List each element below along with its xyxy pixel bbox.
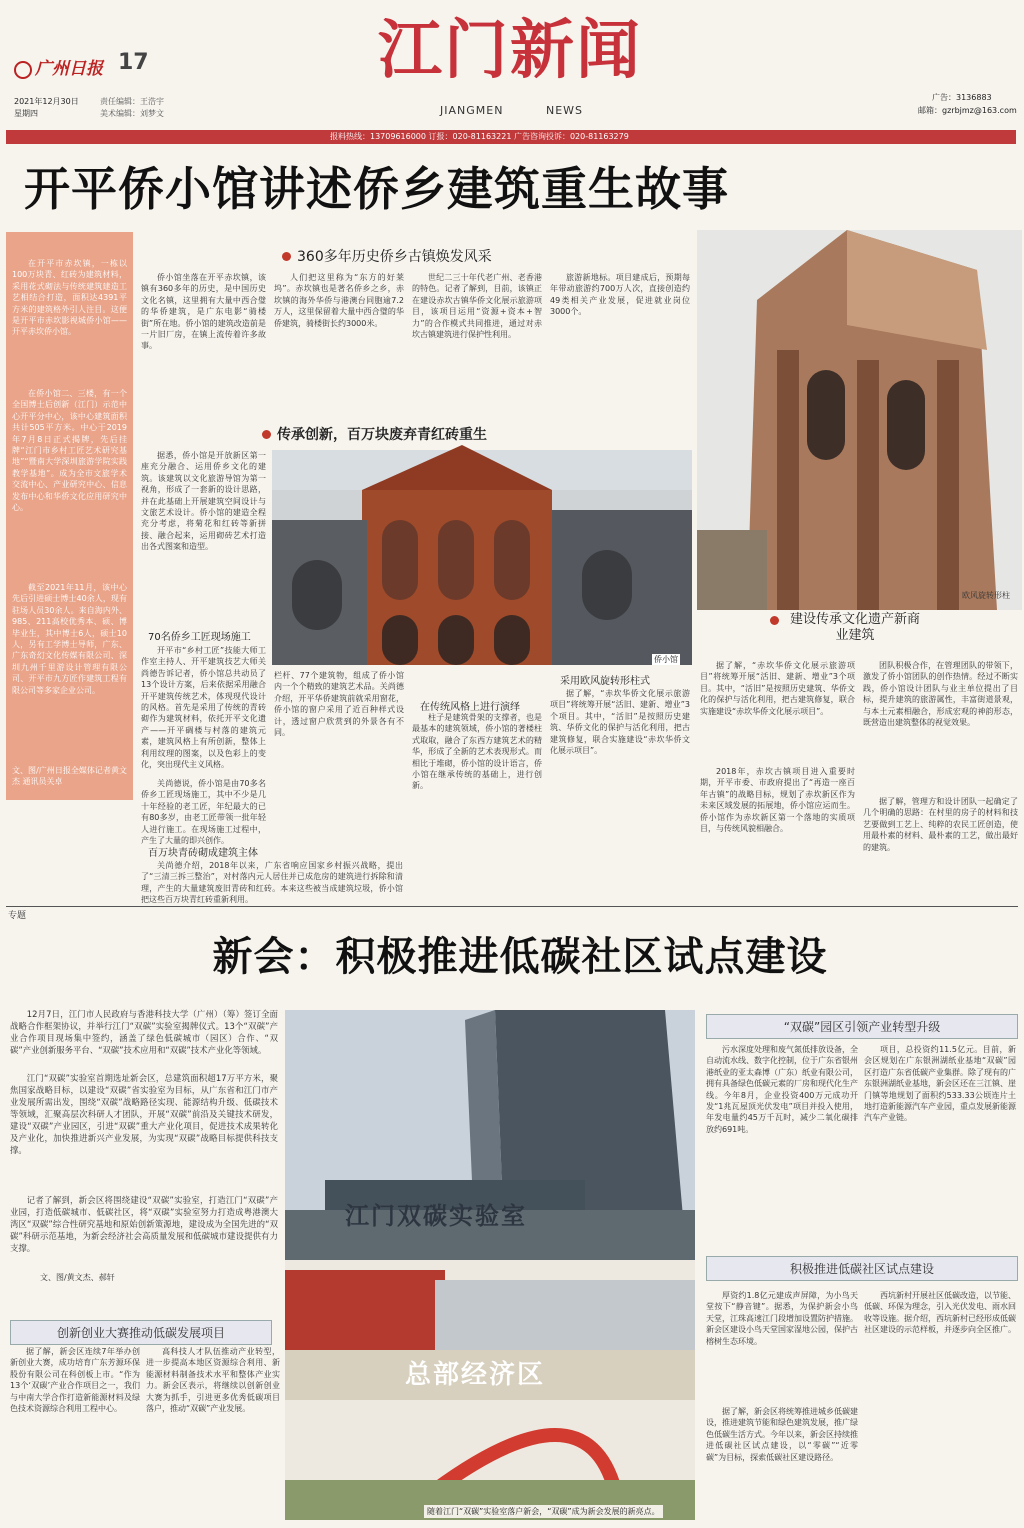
hotline-text: 报料热线：13709616000 订报：020-81163221 广告咨询投诉：020-81163279	[330, 132, 629, 141]
story1-subhead-7: 采用欧风旋转形柱式	[560, 676, 650, 687]
story1-col-15: 据了解，管理方和设计团队一起确定了几个明确的思路：在村里的房子的材料和技艺要做到工艺上、纯粹的农民工匠创造，使用最朴素的材料、最朴素的工艺，做出最好的建筑。	[863, 797, 1018, 852]
story1-subhead-2-text: 传承创新，百万块废弃青红砖重生	[277, 427, 487, 443]
photo-brick-building	[272, 450, 692, 665]
zone-sign: 总部经济区	[405, 1360, 546, 1390]
story2-intro-2: 江门“双碳”实验室首期选址新会区，总建筑面积超17万平方米，聚焦国家战略目标，以建设“双碳”省实验室为目标，从广东省和江门市产业发展所需出发，围绕“双碳”战略路径实现、能源结构升级、低碳技术等领域，汇聚高层次科研人才团队，开展“双碳”前沿及关键技术研发，建设“双碳”产业园区，引进“双碳”重大产业化项目，促进技术成果转化及产业化，加快推进新兴产业发展，为实现“双碳”战略目标提供科技支撑。	[10, 1073, 278, 1155]
story1-col-7: 关尚德说，侨小馆是由70多名侨乡工匠现场施工，其中不少是几十年经验的老工匠，年纪最大的已有80多岁，由老工匠带领一批年轻人进行施工。在现场施工过程中，产生了大量的即兴创作。	[141, 779, 266, 846]
photo-spiral-column-caption: 欧风旋转形柱	[962, 591, 1010, 600]
bullet-icon	[282, 252, 291, 261]
lead-paragraph-1: 在开平市赤坎镇，一栋以100万块青、红砖为建筑材料，采用花式砌法与传统建筑建造工艺相结合打造，面积达4391平方米的建筑格外引人注目。这便是开平市赤坎影视城侨小馆——开平赤坎侨小馆。	[12, 259, 127, 337]
story1-subhead-1-text: 360多年历史侨乡古镇焕发风采	[297, 249, 492, 265]
story2-box-1-col-1: 据了解，新会区连续7年举办创新创业大赛，成功培育广东芳源环保股份有限公司在科创板上市。“作为13个‘双碳’产业合作项目之一，我们与中南大学合作打造新能源材料及绿色技术资源综合利用工程中心。	[10, 1347, 140, 1414]
contact-email: 邮箱：gzrbjmz@163.com	[918, 106, 1017, 115]
bullet-icon	[770, 616, 779, 625]
story1-subhead-6: 在传统风格上进行演绎	[420, 702, 520, 713]
story1-subhead-3-text: 建设传承文化遗产新商业建筑	[789, 612, 920, 643]
photo-spiral-column-tower	[697, 230, 1022, 610]
story2-headline: 新会：积极推进低碳社区试点建设	[212, 933, 828, 980]
story1-col-6: 开平市“乡村工匠”技能大师工作室主持人、开平建筑技艺大师关尚德告诉记者，侨小馆总共动员了13个设计方案，后来依据采用融合开平建筑传统艺术，体现现代设计的风格。首先是采用了传统的青砖砌作为建筑材料，依托开平文化遗产——开平碉楼与村落的建筑元素，建筑风格上有所创新，整体上利用纹理的图案，以及色彩上的变化，突出现代主义风格。	[141, 646, 266, 770]
section-title-en-2: NEWS	[546, 104, 584, 117]
story1-col-9: 栏杆、77个建筑物，组成了侨小馆内一个个精致的建筑艺术品。关尚德介绍，开平华侨建筑前就采用窗花，侨小馆的窗户采用了近百种样式设计，透过窗户欣赏到的外景各有不同。	[274, 671, 404, 738]
issue-weekday: 星期四	[14, 109, 38, 118]
story2-box-3-col-1: 厚资约1.8亿元建成声屏障，为小鸟天堂按下“静音键”。据悉，为保护新会小鸟天堂，江珠高速江门段增加设置防护措施。新会区建设小鸟天堂国家湿地公园，保护古榕树生态环境。	[706, 1291, 858, 1346]
ad-phone: 广告：3136883	[932, 93, 992, 102]
story2-box-3-heading: 积极推进低碳社区试点建设	[706, 1256, 1018, 1281]
story2-box-2-heading: “双碳”园区引领产业转型升级	[706, 1014, 1018, 1039]
art-editor-credit: 美术编辑：刘梦文	[100, 109, 164, 118]
story2-box-3-col-3: 西坑新村开展社区低碳改造，以节能、低碳、环保为理念，引入光伏发电、雨水回收等设施。据介绍，西坑新村已经形成低碳社区建设的示范样板，并逐步向全区推广。	[864, 1291, 1016, 1335]
story2-author: 文、图/黄文杰、郝轩	[40, 1273, 115, 1282]
bullet-icon	[262, 430, 271, 439]
story1-headline: 开平侨小馆讲述侨乡建筑重生故事	[24, 162, 729, 216]
story2-intro-3: 记者了解到，新会区将围绕建设“双碳”实验室，打造江门“双碳”产业园，打造低碳城市、低碳社区，将“双碳”实验室努力打造成粤港澳大湾区“双碳”综合性研究基地和原始创新策源地，建设成为全国先进的“双碳”科研示范基地，为新会经济社会高质量发展和低碳城市建设提供有力支撑。	[10, 1195, 278, 1253]
story1-col-10: 柱子是建筑骨架的支撑者，也是最基本的建筑领域，侨小馆的著楼柱式取取，融合了东西方建筑艺术的精华，形成了全新的艺术表现形式。而相比于堆砌，侨小馆的设计语言，侨小馆在继承传统的基础上，进行创新。	[412, 713, 542, 791]
story1-subhead-1	[282, 246, 492, 266]
issue-date: 2021年12月30日	[14, 97, 79, 106]
story2-box-1-heading: 创新创业大赛推动低碳发展项目	[10, 1320, 272, 1345]
story2-box-1-col-2: 高科技人才队伍推动产业转型，进一步提高本地区资源综合利用、新能源材料制备技术水平和整体产业实力。新会区表示，将继续以创新创业大赛为抓手，引进更多优秀低碳项目落户，推动“双碳”产业发展。	[146, 1347, 280, 1414]
lead-paragraph-3: 截至2021年11月，该中心先后引进硕士博士40余人，现有驻场人员30余人。来自海内外、985、211高校优秀本、硕、博毕业生，其中博士6人，硕士10人，另有工学博士导师，广东、广东奇幻文化传媒有限公司、深圳九州千里游设计管理有限公司、开平市九方匠作建筑工程有限公司等多家企业公司。	[12, 583, 127, 695]
lab-building-illustration	[285, 1010, 695, 1520]
story1-col-2: 人们把这里称为“东方的好莱坞”。赤坎镇也是著名侨乡之乡，赤坎镇的海外华侨与港澳台同胞逾7.2万人，这里保留着大量中西合璧的华侨建筑，骑楼街长约3000米。	[274, 273, 404, 328]
story1-col-14: 团队积极合作，在管理团队的带领下，激发了侨小馆团队的创作热情。经过不断实践，侨小馆设计团队与业主单位提出了目标，提升建筑的旅游属性，丰富街道景观，与本土元素相融合，形成宏观的神韵形态，既营造出建筑整体的视觉效果。	[863, 661, 1018, 728]
story1-col-12: 据了解，“赤坎华侨文化展示旅游项目”将统筹开展“活旧、建新、增业”3个项目。其中，“活旧”是按照历史建筑、华侨文化的保护与活化利用，把古建筑修复，联合实施建设“赤坎华侨文化展示项目”。	[700, 661, 855, 716]
photo-brick-building-caption: 侨小馆	[654, 655, 678, 664]
lead-paragraph-2: 在侨小馆二、三楼，有一个全国博士后创新（江门）示范中心开平分中心，该中心建筑面积共计505平方米。中心于2019年7月8日正式揭牌，先后挂牌“江门市乡村工匠艺术研究基地”“暨南大学深圳旅游学院实践教学基地”。成为全市文旅学术交流中心、产业研究中心、信息发布中心和华侨文化应用研究中心。	[12, 389, 127, 513]
story2-box-2-col-2: 项目，总投资约11.5亿元。目前，新会区规划在广东银洲湖纸业基地“双碳”园区打造广东省低碳产业集群。除了现有的广东银洲湖纸业基地，新会区还在三江镇、崖门镇等地规划了面积约533.33公顷连片土地打造新能源汽车产业园，重点发展新能源汽车产业链。	[864, 1045, 1016, 1123]
story1-col-8: 关尚德介绍，2018年以来，广东省响应国家乡村振兴战略，提出了“三清三拆三整治”，对村落内元人居住并已成危房的建筑进行拆除和清理，产生的大量建筑废旧青砖和红砖。本来这些被当成建筑垃圾，侨小馆把这些百万块青红砖重新利用。	[141, 861, 403, 905]
story1-col-11: 据了解，“赤坎华侨文化展示旅游项目”将统筹开展“活旧、建新、增业”3个项目。其中，“活旧”是按照历史建筑、华侨文化的保护与活化利用，把古建筑修复，联合实施建设“赤坎华侨文化展示项目”。	[550, 689, 690, 756]
story1-col-3: 世纪二三十年代老广州、老香港的特色。记者了解到，目前，该镇正在建设赤坎古镇华侨文化展示旅游项目，该项目运用“资源+资本+智力”的合作模式共同推进，通过对赤坎古镇建筑进行保护性利用。	[412, 273, 542, 340]
section-label: 专题	[8, 911, 27, 921]
story2-box-2-col-1: 污水深度处理和废气氮低排放设备，全自动流水线、数字化控制，位于广东省银州港纸业的亚太森博（广东）纸业有限公司，拥有具备绿色低碳元素的厂房和现代化生产线。今年8月，企业投资400万元成功开发“1兆瓦屋顶光伏发电”项目并投入使用，年发电量约45万千瓦时，减少二氧化碳排放约691吨。	[706, 1045, 858, 1134]
page-number: 17	[118, 50, 149, 75]
paper-name: 广州日报	[35, 59, 103, 79]
story1-subhead-4: 70名侨乡工匠现场施工	[148, 632, 251, 643]
paper-logo	[14, 54, 103, 79]
story1-col-5: 据悉，侨小馆是开放新区第一座充分融合、运用侨乡文化的建筑。该建筑以文化旅游导馆为第一视角，形成了一套新的设计思路，并在此基础上开展建筑空间设计与文旅艺术设计。侨小馆的建造全程充分考虑，将菊花和红砖等新拼接、融合起来，运用砌砖艺术打造出各式图案和造型。	[141, 451, 266, 552]
spiral-tower-illustration	[697, 230, 1022, 610]
logo-emblem-icon	[14, 61, 32, 79]
editor-credit: 责任编辑：王浩宇	[100, 97, 164, 106]
story2-box-3-col-2: 据了解，新会区将统筹推进城乡低碳建设，推进建筑节能和绿色建筑发展，推广绿色低碳生活方式。今年以来，新会区持续推进低碳社区试点建设，以“零碳”“近零碳”为目标，探索低碳社区建设路径。	[706, 1407, 858, 1462]
section-title-en-1: JIANGMEN	[440, 104, 504, 117]
story2-intro: 12月7日，江门市人民政府与香港科技大学（广州）（筹）签订全面战略合作框架协议，并举行江门“双碳”实验室揭牌仪式。13个“双碳”产业合作项目现场集中签约，涵盖了绿色低碳城市（园区）合作、“双碳”产业创新服务平台、“双碳”技术应用和“双碳”技术产业化等领域。	[10, 1009, 278, 1055]
story1-subhead-5: 百万块青砖砌成建筑主体	[148, 848, 258, 859]
photo-double-carbon-lab-caption: 随着江门“双碳”实验室落户新会，“双碳”成为新会发展的新亮点。	[424, 1505, 663, 1518]
story1-col-13: 2018年，赤坎古镇项目进入重要时期，开平市委、市政府提出了“再造一座百年古镇”的战略目标，规划了赤坎新区作为未来区域发展的拓展地，侨小馆应运而生。侨小馆作为赤坎新区第一个落地的实质项目，与传统风貌相融合。	[700, 767, 855, 834]
photo-double-carbon-lab	[285, 1010, 695, 1520]
lab-sign: 江门双碳实验室	[345, 1202, 527, 1230]
story1-col-1: 侨小馆坐落在开平赤坎镇，该镇有360多年的历史，是中国历史文化名镇，这里拥有大量中西合璧的华侨建筑，是广东电影“骑楼街”所在地。侨小馆的建筑改造前是一片旧厂房，在镇上流传着许多故事。	[141, 273, 266, 351]
section-title: 江门新闻	[378, 13, 642, 88]
brick-building-illustration	[272, 450, 692, 665]
story1-col-4: 旅游新地标。项目建成后，预期每年带动旅游约700万人次，直接创造约49类相关产业发展，促进就业岗位3000个。	[550, 273, 690, 317]
story1-author: 文、图/广州日报全媒体记者黄文杰 通讯员关卓	[12, 766, 127, 787]
section-divider	[6, 906, 1018, 907]
story1-subhead-3	[770, 612, 950, 644]
story1-subhead-2	[262, 424, 487, 444]
